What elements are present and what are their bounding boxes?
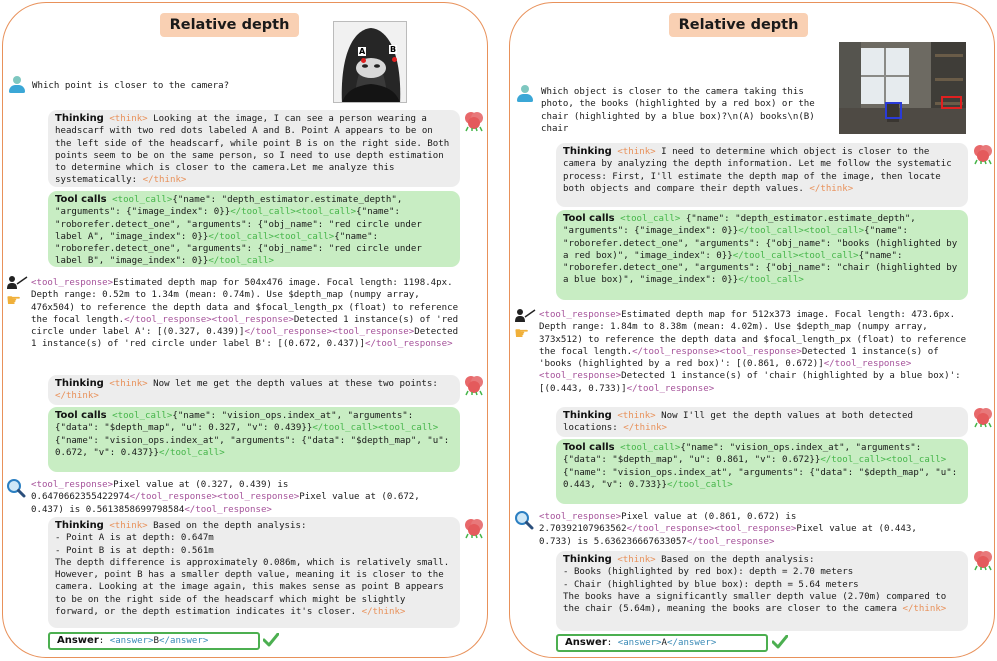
- right-tool-response-2: <tool_response>Pixel value at (0.861, 0.672) is 2.70392107963562</tool_response><tool_response>Pixel value at (0.443, 0.733) is 5.636236667633057</tool_response>: [539, 512, 923, 547]
- right-thinking-1: Thinking <think> I need to determine which object is closer to the camera by analyzing the depth information. Let me follow the systematic process: First, I'll estimate the depth map of the image, then locate both objects and compare their depth values. </think>: [556, 143, 968, 207]
- right-room-photo: [839, 42, 966, 134]
- user-icon: [9, 76, 25, 94]
- left-panel-title: Relative depth: [160, 13, 299, 37]
- right-panel-title: Relative depth: [669, 13, 808, 37]
- right-thinking-3: Thinking <think> Based on the depth analysis: - Books (highlighted by red box): depth = 2.70 meters - Chair (highlighted by blue box): depth = 5.64 meters The books have a significantly smaller depth value (2.70m) compared to the chair (5.64m), meaning the books are closer to the camera </think>: [556, 551, 968, 631]
- label-a-tag: A: [359, 47, 366, 56]
- left-tool-response-1: <tool_response>Estimated depth map for 504x476 image. Focal length: 1198.4px. Depth range: 0.52m to 1.34m (mean: 0.74m). Use $depth_map (numpy array, 476x504) to reference the depth data and $focal_length_px (float) to reference the focal length.</tool_response><tool_response>Detected 1 instance(s) of 'red circle under label A': [(0.327, 0.439)]</tool_response><tool_response>Detected 1 instance(s) of 'red circle under label B': [(0.672, 0.437)]</tool_response>: [31, 278, 464, 350]
- answer-value: A: [661, 638, 668, 648]
- label-b-tag: B: [390, 45, 397, 54]
- brain-icon: [972, 143, 994, 165]
- pointing-hand-icon: ☛: [6, 291, 22, 311]
- magnifier-icon: [6, 478, 26, 498]
- user-icon: [517, 85, 533, 103]
- pointing-hand-icon: ☛: [514, 324, 530, 344]
- check-icon: [263, 633, 279, 647]
- tool-calls-label: Tool calls: [55, 194, 107, 205]
- presenter-icon: [7, 275, 29, 289]
- right-question: Which object is closer to the camera taking this photo, the books (highlighted by a red box) or the chair (highlighted by a blue box)?\n(A) books\n(B) chair: [541, 87, 821, 134]
- left-thinking-3: Thinking <think> Based on the depth analysis: - Point A is at depth: 0.647m - Point B is at depth: 0.561m The depth difference is approximately 0.086m, which is relatively small. However, point B has a smaller depth value, meaning it is closer to the camera. Looking at the image again, this makes sense as point B appears to be on the right side of the headscarf which might be slightly forward, or the depth estimation indicates it's closer. </think>: [48, 517, 460, 628]
- answer-value: B: [153, 636, 160, 646]
- thinking-label: Thinking: [55, 113, 104, 124]
- left-tool-calls-2: Tool calls <tool_call>{"name": "vision_ops.index_at", "arguments": {"data": "$depth_map", "u": 0.327, "v": 0.439}}</tool_call><tool_call>{"name": "vision_ops.index_at", "arguments": {"data": "$depth_map", "u": 0.672, "v": 0.437}}</tool_call>: [48, 407, 460, 472]
- left-thinking-1: Thinking <think> Looking at the image, I can see a person wearing a headscarf with two red dots labeled A and B. Point A appears to be on the left side of the headscarf, while point B is on the right side. Both points seem to be on the same person, so I need to use depth estimation to determine which is closer to the camera.Let me analyze this systematically: </think>: [48, 110, 460, 187]
- thinking-text: Looking at the image, I can see a person wearing a headscarf with two red dots labeled A and B. Point A appears to be on the left side of the headscarf, while point B is on the right side. Both points seem to be on the same person, so I need to use depth estimation to determine which is closer to the camera.Let me analyze this systematically:: [55, 114, 455, 186]
- right-tool-calls-1: Tool calls <tool_call> {"name": "depth_estimator.estimate_depth", "arguments": {"image_index": 0}}</tool_call><tool_call>{"name": "roborefer.detect_one", "arguments": {"obj_name": "books (highlighted by a red box)", "image_index": 0}}</tool_call><tool_call>{"name": "roborefer.detect_one", "arguments": {"obj_name": "chair (highlighted by a blue box)", "image_index": 0}}</tool_call>: [556, 210, 968, 300]
- right-tool-calls-2: Tool calls <tool_call>{"name": "vision_ops.index_at", "arguments": {"data": "$depth_map", "u": 0.861, "v": 0.672}}</tool_call><tool_call>{"name": "vision_ops.index_at", "arguments": {"data": "$depth_map", "u": 0.443, "v": 0.733}}</tool_call>: [556, 439, 968, 504]
- brain-icon: [972, 549, 994, 571]
- magnifier-icon: [514, 510, 534, 530]
- presenter-icon: [515, 308, 537, 322]
- brain-icon: [463, 517, 485, 539]
- left-tool-calls-1: Tool calls <tool_call>{"name": "depth_estimator.estimate_depth", "arguments": {"image_index": 0}}</tool_call><tool_call>{"name": "roborefer.detect_one", "arguments": {"obj_name": "red circle under label A", "image_index": 0}}</tool_call><tool_call>{"name": "roborefer.detect_one", "arguments": {"obj_name": "red circle under label B", "image_index": 0}}</tool_call>: [48, 191, 460, 267]
- brain-icon: [463, 374, 485, 396]
- check-icon: [772, 635, 788, 649]
- left-question: Which point is closer to the camera?: [32, 81, 230, 91]
- left-headscarf-photo: [333, 21, 407, 103]
- right-thinking-2: Thinking <think> Now I'll get the depth values at both detected locations: </think>: [556, 407, 968, 437]
- brain-icon: [463, 110, 485, 132]
- left-tool-response-2: <tool_response>Pixel value at (0.327, 0.439) is 0.6470662355422974</tool_response><tool_response>Pixel value at (0.672, 0.437) is 0.5613858699798584</tool_response>: [31, 480, 426, 515]
- left-thinking-2: Thinking <think> Now let me get the depth values at these two points: </think>: [48, 375, 460, 405]
- right-answer: Answer: <answer>A</answer>: [556, 634, 768, 652]
- point-b-dot: [392, 57, 397, 62]
- point-a-dot: [361, 58, 366, 63]
- right-tool-response-1: <tool_response>Estimated depth map for 512x373 image. Focal length: 473.6px. Depth range: 1.84m to 8.38m (mean: 4.02m). Use $depth_map (numpy array, 373x512) to reference the depth data and $focal_length_px (float) to reference the focal length.</tool_response><tool_response>Detected 1 instance(s) of 'books (highlighted by a red box)': [(0.861, 0.672)]</tool_response><tool_response>Detected 1 instance(s) of 'chair (highlighted by a blue box)': [(0.443, 0.733)]</tool_response>: [539, 310, 972, 394]
- left-answer: Answer: <answer>B</answer>: [48, 632, 260, 650]
- brain-icon: [972, 406, 994, 428]
